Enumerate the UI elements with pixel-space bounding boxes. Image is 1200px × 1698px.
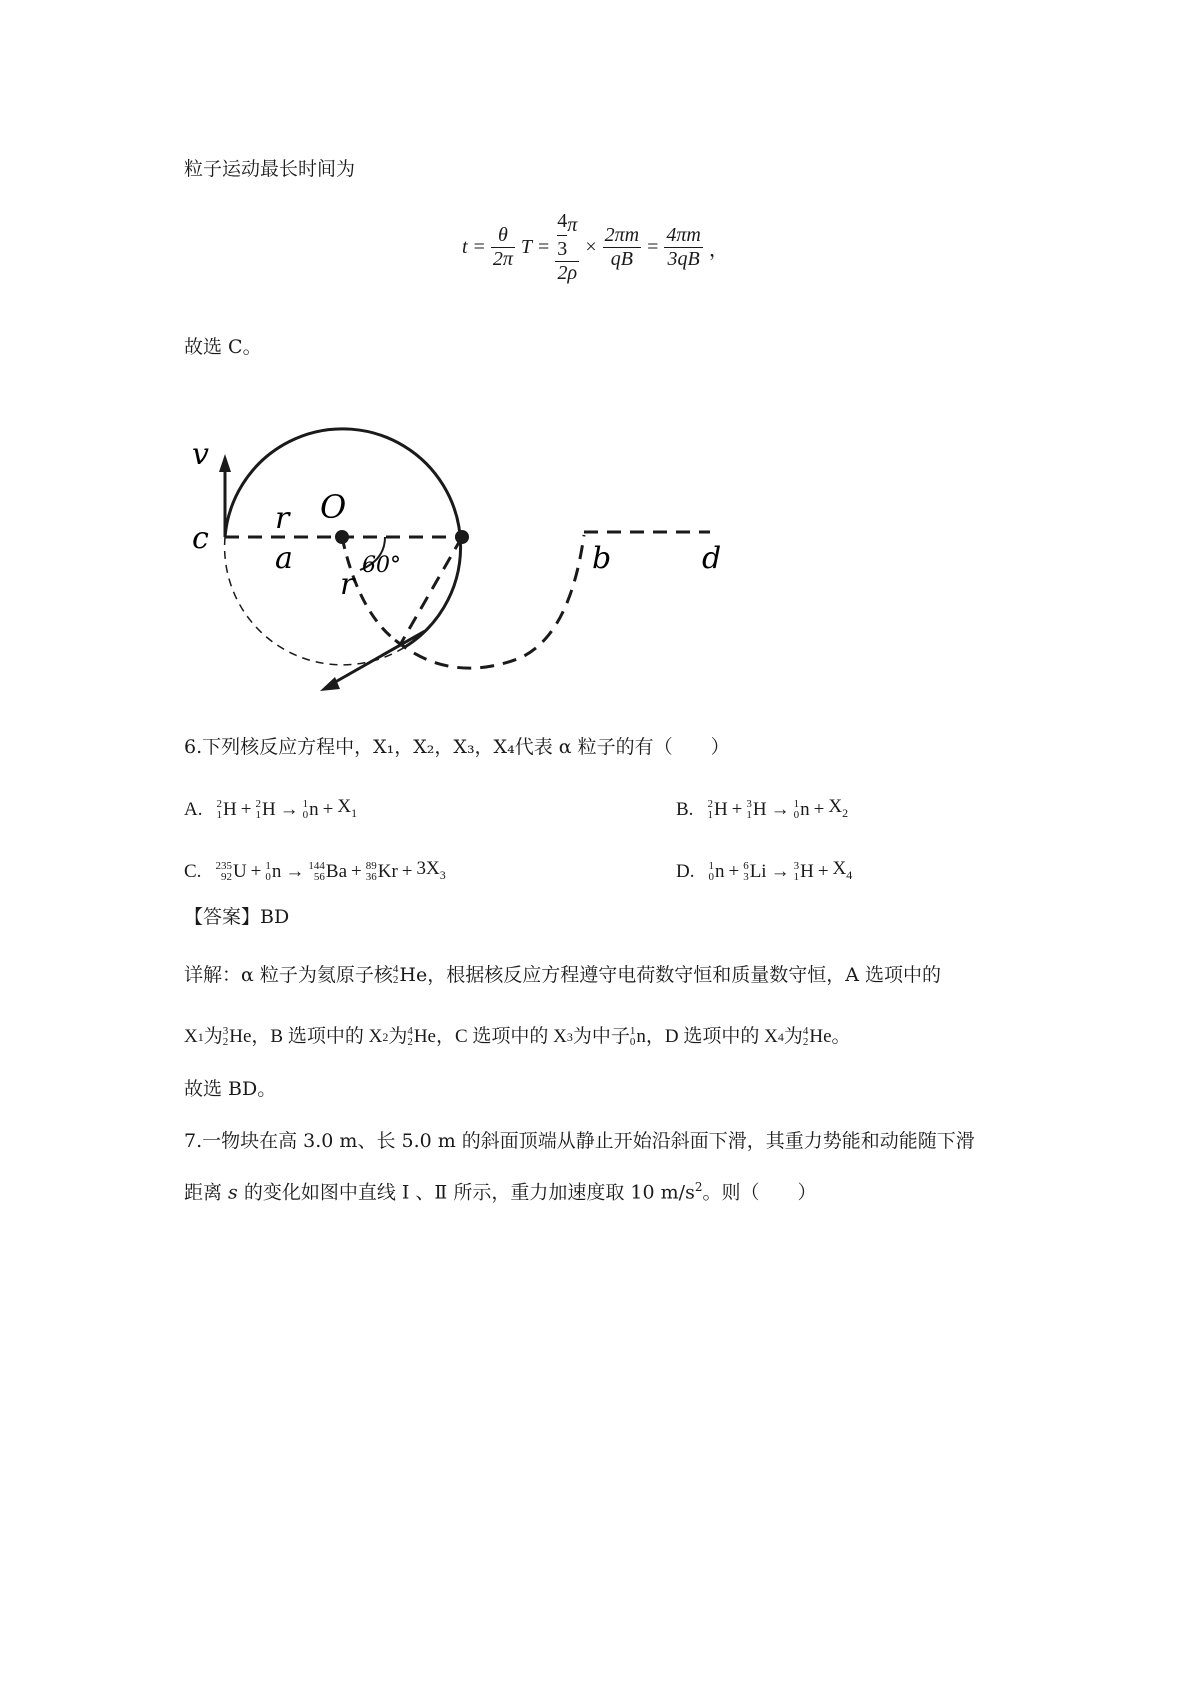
formula-four-pi-m: 4πm xyxy=(666,224,701,246)
formula-times: × xyxy=(585,236,597,258)
formula-small-bar xyxy=(557,235,567,236)
intro-line: 粒子运动最长时间为 xyxy=(184,158,356,180)
formula-eq-2: = xyxy=(538,236,550,258)
formula-two-pi: 2π xyxy=(492,248,513,270)
d2-x4-sub: 4 xyxy=(777,1030,784,1044)
formula-four-thirds xyxy=(557,210,567,261)
q6-stem: 6.下列核反应方程中，X₁，X₂，X₃，X₄代表 α 粒子的有（ ） xyxy=(184,736,730,758)
formula-eq-3: = xyxy=(647,236,659,258)
formula-angle-frac xyxy=(555,210,579,285)
option-a-label: A. xyxy=(184,798,203,820)
outgoing-arrow-shaft xyxy=(330,631,425,685)
d2-x2-sub: 2 xyxy=(382,1030,389,1044)
nuclide-235-92-U: 235 92 U xyxy=(215,859,247,883)
arrow: → xyxy=(770,860,790,882)
time-formula xyxy=(462,210,729,285)
label-60deg: 60° xyxy=(362,553,401,578)
q7-line-1: 7.一物块在高 3.0 m、长 5.0 m 的斜面顶端从静止开始沿斜面下滑，其重力势能和动能随下滑 xyxy=(184,1130,975,1152)
label-c: c xyxy=(192,521,209,556)
q7-s: s xyxy=(228,1181,238,1204)
nuclide-2-1-H: 2 1 H xyxy=(707,797,728,821)
x2: $X_2$ xyxy=(828,796,849,820)
nuclide-4-2-c: 4 2 xyxy=(802,1025,809,1048)
formula-theta: θ xyxy=(491,224,515,248)
option-d: D. 1 0 n + 6 3 Li → 3 1 H + $X_4$ xyxy=(676,856,852,888)
d2-end: He。 xyxy=(809,1026,851,1047)
velocity-arrow-head xyxy=(219,454,231,472)
answer-line: 【答案】BD xyxy=(184,906,290,928)
q7-line-2 xyxy=(184,1174,816,1205)
d2-x: X xyxy=(184,1026,198,1047)
choose-c-line: 故选 C。 xyxy=(184,336,262,358)
d2-d-x: n，D 选项中的 X xyxy=(636,1026,778,1047)
choose-bd-line: 故选 BD。 xyxy=(184,1078,277,1100)
q7-2b: 的变化如图中直线 Ⅰ 、Ⅱ 所示，重力加速度取 10 m/s xyxy=(237,1181,695,1204)
nuclide-neutron: 1 0 n xyxy=(302,797,319,821)
nuclide-4-2-b: 4 2 xyxy=(407,1025,413,1048)
nuclide-3-1-H: 3 1 H xyxy=(746,797,767,821)
nuclide-2-1-H: 2 1 H xyxy=(216,797,237,821)
detail-1-text: 详解：α 粒子为氦原子核 xyxy=(184,964,393,986)
label-a: a xyxy=(275,541,293,576)
q7-2c: 。则（ ） xyxy=(702,1181,817,1204)
option-b: B. 2 1 H + 3 1 H → 1 0 n + $X_2$ xyxy=(676,794,848,826)
detail-line-1 xyxy=(184,962,941,988)
nuclide-4-2: 4 2 xyxy=(392,963,399,986)
label-r-slant: r xyxy=(340,567,355,602)
formula-eq-1: = xyxy=(473,236,485,258)
d2-x1-sub: 1 xyxy=(197,1030,204,1044)
label-b: b xyxy=(592,541,612,576)
label-d: d xyxy=(702,541,722,576)
d2-x3-sub: 3 xyxy=(566,1030,573,1044)
formula-qB: qB xyxy=(610,248,633,270)
formula-two-rho: 2ρ xyxy=(557,262,578,284)
formula-three-qB: 3qB xyxy=(667,248,700,270)
arrow: → xyxy=(770,798,790,820)
d2-wei-2: 为 xyxy=(388,1026,408,1047)
option-c-label: C. xyxy=(184,860,202,882)
label-v: v xyxy=(192,437,209,472)
nuclide-3-1-H: 3 1 H xyxy=(793,859,814,883)
formula-four-thirds-pi xyxy=(555,210,579,262)
q7-sup: 2 xyxy=(694,1180,703,1194)
x1: $X_1$ xyxy=(337,796,358,820)
formula-two-pi-m: 2πm xyxy=(604,224,640,246)
nuclide-144-56-Ba: 144 56 Ba xyxy=(308,859,347,883)
x4: $X_4$ xyxy=(832,858,853,882)
label-r-top: r xyxy=(275,501,290,536)
x3: $3X_3$ xyxy=(416,858,446,882)
d2-wei-3: 为 xyxy=(783,1026,803,1047)
nuclide-2-1-H-b: 2 1 H xyxy=(255,797,276,821)
d2-b-x: He，B 选项中的 X xyxy=(229,1026,383,1047)
q7-2a: 距离 xyxy=(184,1181,229,1204)
formula-T: T xyxy=(520,236,532,258)
formula-period-frac xyxy=(603,224,641,271)
detail-1b-text: He，根据核反应方程遵守电荷数守恒和质量数守恒，A 选项中的 xyxy=(399,964,941,986)
option-c: C. 235 92 U + 1 0 n → 144 56 Ba + 89 36 Kr + $3X_3$ xyxy=(184,856,446,888)
formula-comma: ， xyxy=(708,239,729,261)
formula-result-frac xyxy=(664,224,702,271)
formula-theta-frac xyxy=(491,224,515,271)
detail-line-2 xyxy=(184,1024,851,1050)
d2-wei: 为 xyxy=(203,1026,223,1047)
option-a: A. 2 1 H + 2 1 H → 1 0 n + $X_1$ xyxy=(184,794,357,826)
nuclide-89-36-Kr: 89 36 Kr xyxy=(365,859,398,883)
formula-four: 4 xyxy=(557,210,568,232)
d2-c-x: He，C 选项中的 X xyxy=(413,1026,567,1047)
nuclide-neutron: 1 0 n xyxy=(265,859,282,883)
nuclide-6-3-Li: 6 3 Li xyxy=(743,859,767,883)
option-d-label: D. xyxy=(676,860,695,882)
nuclide-neutron: 1 0 n xyxy=(793,797,810,821)
arrow: → xyxy=(279,798,299,820)
nuclide-3-2: 3 2 xyxy=(222,1025,229,1048)
formula-t: t xyxy=(462,236,468,258)
outgoing-arrow-head xyxy=(320,677,340,691)
nuclide-1-0: 1 0 xyxy=(629,1025,636,1048)
formula-three: 3 xyxy=(557,238,568,260)
d2-neutron-text: 为中子 xyxy=(572,1026,630,1047)
formula-pi: π xyxy=(567,214,578,236)
arrow: → xyxy=(285,860,305,882)
circle-motion-diagram xyxy=(190,400,750,700)
nuclide-neutron: 1 0 n xyxy=(708,859,725,883)
option-b-label: B. xyxy=(676,798,694,820)
label-O: O xyxy=(320,488,347,526)
